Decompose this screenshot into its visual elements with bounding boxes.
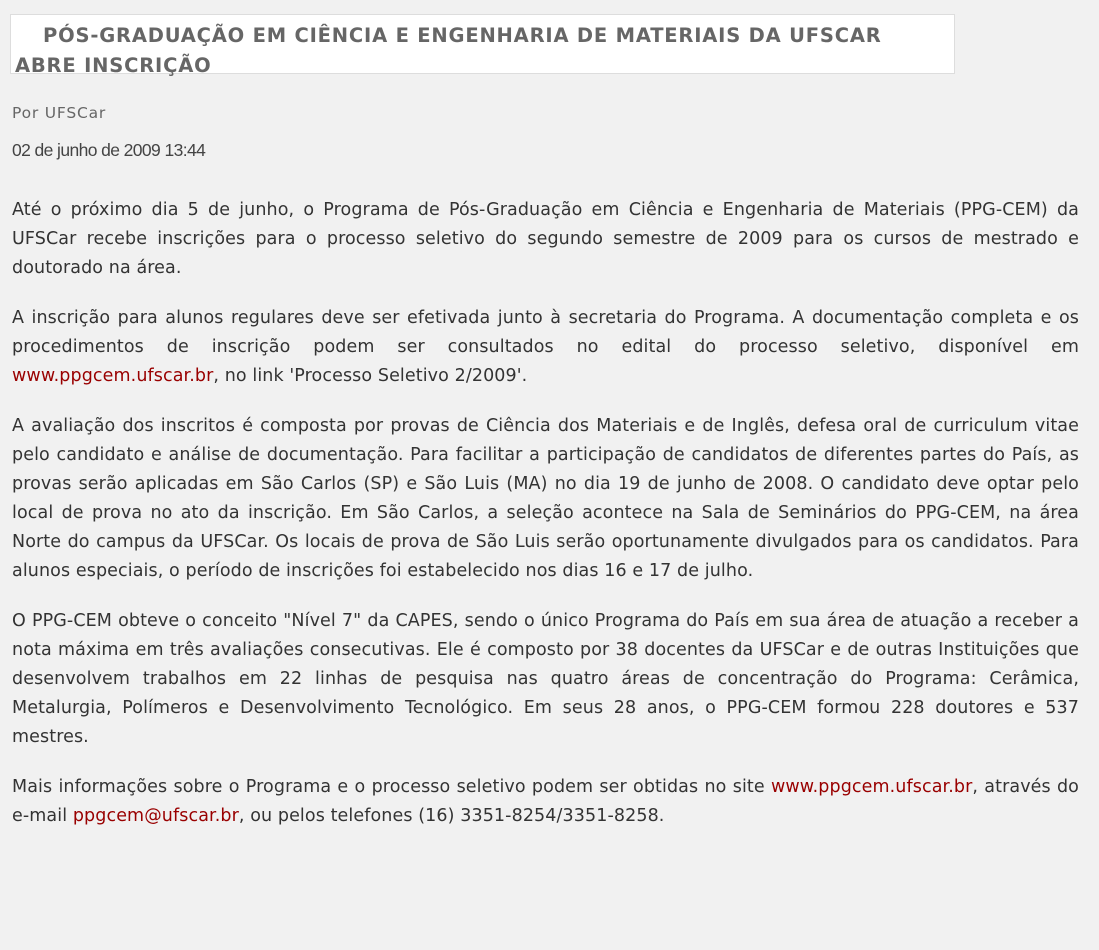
paragraph-4: O PPG-CEM obteve o conceito "Nível 7" da CAPES, sendo o único Programa do País em sua área de atuação a receber a nota máxima em três avaliações consecutivas. Ele é composto por 38 docentes da UFSCar e de outras Instituições que desenvolvem trabalhos em 22 linhas de pesquisa nas quatro áreas de concentração do Programa: Cerâmica, Metalurgia, Polímeros e Desenvolvimento Tecnológico. Em seus 28 anos, o PPG-CEM formou 228 doutores e 537 mestres.	[12, 611, 1079, 747]
ppgcem-email-link[interactable]: ppgcem@ufscar.br	[72, 806, 239, 826]
paragraph-3: A avaliação dos inscritos é composta por provas de Ciência dos Materiais e de Inglês, defesa oral de curriculum vitae pelo candidato e análise de documentação. Para facilitar a participação de candidatos de diferentes partes do País, as provas serão aplicadas em São Carlos (SP) e São Luis (MA) no dia 19 de junho de 2008. O candidato deve optar pelo local de prova no ato da inscrição. Em São Carlos, a seleção acontece na Sala de Seminários do PPG-CEM, na área Norte do campus da UFSCar. Os locais de prova de São Luis serão oportunamente divulgados para os candidatos. Para alunos especiais, o período de inscrições foi estabelecido nos dias 16 e 17 de julho.	[12, 416, 1079, 581]
paragraph-2-text-after: , no link 'Processo Seletivo 2/2009'.	[213, 366, 528, 386]
article-title: PÓS-GRADUAÇÃO EM CIÊNCIA E ENGENHARIA DE MATERIAIS DA UFSCAR ABRE INSCRIÇÃO	[15, 24, 882, 77]
ppgcem-site-link[interactable]: www.ppgcem.ufscar.br	[770, 777, 973, 797]
paragraph-2-text-before: A inscrição para alunos regulares deve ser efetivada junto à secretaria do Programa. A documentação completa e os procedimentos de inscrição podem ser consultados no edital do processo seletivo, disponível em	[12, 308, 1079, 357]
paragraph-5-text-after: , ou pelos telefones (16) 3351-8254/3351-8258.	[238, 806, 665, 826]
paragraph-5-text-before: Mais informações sobre o Programa e o processo seletivo podem ser obtidas no site	[12, 777, 771, 797]
article-title-box	[10, 14, 955, 77]
paragraph-5	[12, 773, 1079, 831]
paragraph-1: Até o próximo dia 5 de junho, o Programa de Pós-Graduação em Ciência e Engenharia de Materiais (PPG-CEM) da UFSCar recebe inscrições para o processo seletivo do segundo semestre de 2009 para os cursos de mestrado e doutorado na área.	[12, 200, 1079, 278]
paragraph-2	[12, 304, 1079, 391]
article-date: 02 de junho de 2009 13:44	[12, 140, 206, 160]
article-body	[12, 196, 1079, 852]
paragraph-5-text-middle: , através do e-mail	[12, 777, 1079, 826]
article-byline: Por UFSCar	[12, 104, 107, 122]
ppgcem-website-link[interactable]: www.ppgcem.ufscar.br	[12, 366, 214, 386]
